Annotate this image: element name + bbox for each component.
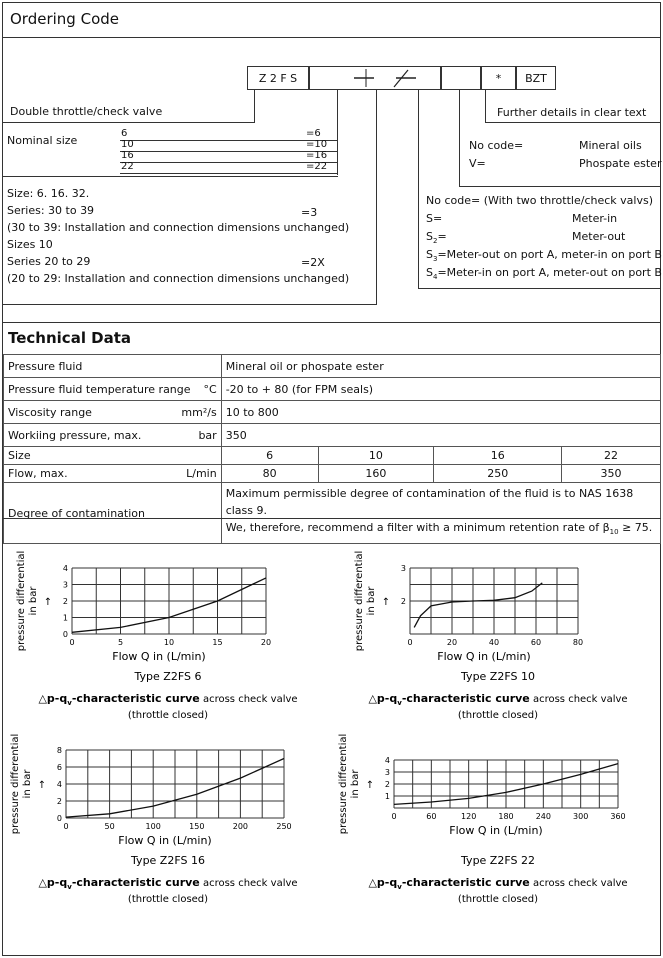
flow-cell: 350 bbox=[562, 465, 661, 483]
divider bbox=[3, 37, 661, 38]
function-code: S bbox=[426, 266, 433, 279]
y-tick-label: 1 bbox=[384, 792, 390, 801]
chart-caption-line2: (throttle closed) bbox=[127, 710, 209, 721]
x-axis-label: Flow Q in (L/min) bbox=[449, 824, 543, 837]
caption-sub: v bbox=[397, 699, 402, 707]
series-line: Series: 30 to 39 bbox=[7, 204, 95, 217]
charts-area bbox=[0, 520, 663, 940]
caption-bold: p-q bbox=[376, 692, 398, 705]
y-tick-label: 3 bbox=[400, 564, 406, 573]
x-tick-label: 0 bbox=[69, 638, 75, 647]
caption-rest: across check valve bbox=[199, 878, 298, 889]
chart-caption bbox=[368, 876, 627, 891]
x-axis-label: Flow Q in (L/min) bbox=[118, 834, 212, 847]
y-tick-label: 6 bbox=[56, 763, 62, 772]
beta-symbol: β bbox=[602, 521, 610, 534]
function-code-sub: 2 bbox=[432, 237, 438, 246]
y-tick-label: 2 bbox=[62, 597, 68, 606]
series-line: (20 to 29: Installation and connection dimensions unchanged) bbox=[7, 272, 350, 285]
flow-cell: 160 bbox=[318, 465, 434, 483]
series-line: (30 to 39: Installation and connection dimensions unchanged) bbox=[7, 221, 350, 234]
contamination-tail: ≥ 75. bbox=[618, 521, 653, 534]
function-code: S bbox=[426, 248, 433, 261]
chart-title: Type Z2FS 6 bbox=[134, 670, 202, 683]
divider bbox=[485, 122, 661, 123]
x-tick-label: 200 bbox=[232, 822, 249, 831]
flow-label-text: Flow, max. bbox=[8, 467, 68, 480]
size-cell: 10 bbox=[318, 447, 434, 465]
caption-rest: across check valve bbox=[199, 694, 298, 705]
x-tick-label: 240 bbox=[535, 812, 551, 821]
x-tick-label: 300 bbox=[573, 812, 589, 821]
row-value: -20 to + 80 (for FPM seals) bbox=[221, 378, 660, 401]
delta-icon: △ bbox=[368, 692, 377, 705]
nominal-size-value: 10 bbox=[121, 139, 134, 150]
nominal-size-value: 6 bbox=[121, 128, 128, 139]
caption-bold-tail: -characteristic curve bbox=[401, 692, 530, 705]
code-box-bzt: BZT bbox=[516, 66, 556, 90]
row-label-text: Workiing pressure, max. bbox=[8, 428, 142, 442]
caption-sub: v bbox=[397, 883, 402, 891]
delta-icon: △ bbox=[38, 876, 47, 889]
x-tick-label: 15 bbox=[212, 638, 223, 647]
caption-bold-tail: -characteristic curve bbox=[71, 876, 200, 889]
row-value: 350 bbox=[221, 424, 660, 447]
chart-caption bbox=[38, 876, 297, 891]
function-text: =Meter-in on port A, meter-out on port B bbox=[437, 266, 662, 279]
row-unit: bar bbox=[198, 428, 217, 442]
x-tick-label: 40 bbox=[488, 638, 500, 647]
chart-caption bbox=[38, 692, 297, 707]
divider bbox=[3, 518, 661, 519]
nominal-size-code: =6 bbox=[306, 128, 321, 139]
function-desc: Meter-out bbox=[572, 230, 626, 243]
y-tick-label: 3 bbox=[62, 580, 68, 590]
y-tick-label: 4 bbox=[56, 780, 62, 789]
x-tick-label: 20 bbox=[446, 638, 458, 647]
code-box-seal bbox=[441, 66, 481, 90]
chart-caption bbox=[368, 692, 627, 707]
nominal-size-code: =22 bbox=[306, 161, 328, 172]
x-tick-label: 0 bbox=[63, 822, 69, 831]
divider bbox=[418, 288, 661, 289]
divider bbox=[459, 186, 661, 187]
y-tick-label: 2 bbox=[56, 797, 62, 806]
function-code: S bbox=[426, 230, 433, 243]
code-box-type: Z 2 F S bbox=[247, 66, 309, 90]
series-code: =3 bbox=[301, 206, 318, 219]
code-box-size-series-function bbox=[309, 66, 441, 90]
x-tick-label: 80 bbox=[572, 638, 584, 647]
table-row bbox=[4, 401, 661, 424]
y-axis-label: pressure differential bbox=[16, 550, 27, 652]
leader-line bbox=[337, 90, 338, 175]
nominal-size-code: =16 bbox=[306, 150, 328, 161]
x-tick-label: 5 bbox=[117, 638, 124, 647]
divider bbox=[3, 122, 254, 123]
function-option bbox=[426, 212, 442, 225]
nominal-size-label: Nominal size bbox=[7, 134, 78, 147]
arrow-up-icon: ↑ bbox=[43, 597, 53, 608]
row-label bbox=[4, 378, 222, 401]
y-tick-label: 4 bbox=[62, 564, 68, 573]
arrow-up-icon: ↑ bbox=[365, 780, 375, 791]
divider bbox=[3, 322, 661, 323]
y-tick-label: 0 bbox=[56, 814, 62, 823]
x-tick-label: 100 bbox=[145, 822, 161, 831]
nominal-size-value: 16 bbox=[121, 150, 134, 161]
size-cell: 16 bbox=[434, 447, 562, 465]
y-tick-label: 2 bbox=[384, 780, 390, 789]
x-tick-label: 60 bbox=[530, 638, 542, 647]
table-row bbox=[4, 465, 661, 483]
flow-label bbox=[4, 465, 222, 483]
caption-rest: across check valve bbox=[529, 694, 628, 705]
x-tick-label: 250 bbox=[276, 822, 292, 831]
seal-option-code: V= bbox=[469, 157, 486, 170]
row-unit: °C bbox=[203, 382, 217, 396]
caption-rest: across check valve bbox=[529, 878, 628, 889]
caption-sub: v bbox=[67, 699, 72, 707]
chart-caption-line2: (throttle closed) bbox=[127, 894, 209, 905]
y-axis-label: in bar bbox=[350, 769, 361, 799]
function-header: No code= (With two throttle/check valvs) bbox=[426, 194, 653, 207]
size-label: Size bbox=[4, 447, 222, 465]
function-option bbox=[426, 248, 662, 263]
function-option bbox=[426, 230, 447, 245]
y-axis-label: pressure differential bbox=[10, 733, 21, 835]
table-row bbox=[4, 355, 661, 378]
arrow-up-icon: ↑ bbox=[381, 597, 391, 608]
x-tick-label: 150 bbox=[189, 822, 205, 831]
delta-icon: △ bbox=[368, 876, 377, 889]
y-axis-label: in bar bbox=[22, 769, 33, 799]
flow-cell: 80 bbox=[221, 465, 318, 483]
x-tick-label: 0 bbox=[391, 812, 397, 821]
function-text: =Meter-out on port A, meter-in on port B bbox=[437, 248, 662, 261]
chart-title: Type Z2FS 10 bbox=[461, 670, 535, 683]
series-line: Sizes 10 bbox=[7, 238, 53, 251]
x-tick-label: 10 bbox=[163, 638, 175, 647]
y-axis-label: in bar bbox=[28, 586, 39, 616]
size-cell: 6 bbox=[221, 447, 318, 465]
divider bbox=[120, 173, 338, 174]
row-label-text: Viscosity range bbox=[8, 405, 92, 419]
row-label bbox=[4, 355, 222, 378]
function-text: = bbox=[437, 230, 447, 243]
seal-option-desc: Phospate ester bbox=[579, 157, 662, 170]
function-code-sub: 4 bbox=[432, 273, 438, 282]
contamination-line1: Maximum permissible degree of contamination of the fluid is to NAS 1638 class 9. bbox=[225, 487, 634, 517]
leader-line bbox=[459, 90, 460, 186]
seal-option-code: No code= bbox=[469, 139, 524, 152]
arrow-up-icon: ↑ bbox=[37, 780, 47, 791]
row-label-text: Pressure fluid temperature range bbox=[8, 382, 191, 396]
nominal-size-value: 22 bbox=[121, 161, 134, 172]
flow-unit: L/min bbox=[186, 467, 217, 480]
chart-title: Type Z2FS 16 bbox=[131, 854, 205, 867]
function-desc: Meter-in bbox=[572, 212, 618, 225]
chart-caption-line2: (throttle closed) bbox=[457, 710, 539, 721]
device-label: Double throttle/check valve bbox=[10, 105, 163, 118]
caption-sub: v bbox=[67, 883, 72, 891]
row-label-text: Pressure fluid bbox=[8, 359, 83, 373]
x-tick-label: 0 bbox=[407, 638, 413, 647]
table-row bbox=[4, 447, 661, 465]
y-tick-label: 8 bbox=[56, 746, 62, 755]
beta-sub: 10 bbox=[609, 528, 619, 537]
contamination-text: We, therefore, recommend a filter with a minimum retention rate of bbox=[225, 521, 603, 534]
function-option bbox=[426, 266, 662, 281]
flow-cell: 250 bbox=[434, 465, 562, 483]
y-tick-label: 2 bbox=[400, 597, 406, 606]
seal-option-desc: Mineral oils bbox=[579, 139, 642, 152]
caption-bold-tail: -characteristic curve bbox=[401, 876, 530, 889]
ordering-title: Ordering Code bbox=[10, 10, 119, 28]
size-cell: 22 bbox=[562, 447, 661, 465]
delta-icon: △ bbox=[38, 692, 47, 705]
caption-bold: p-q bbox=[46, 692, 68, 705]
x-tick-label: 180 bbox=[498, 812, 514, 821]
divider bbox=[3, 176, 338, 177]
x-tick-label: 360 bbox=[610, 812, 626, 821]
code-dash-slash-icon bbox=[310, 67, 440, 89]
table-row bbox=[4, 424, 661, 447]
caption-bold-tail: -characteristic curve bbox=[71, 692, 200, 705]
series-line: Size: 6. 16. 32. bbox=[7, 187, 90, 200]
function-code: S= bbox=[426, 212, 443, 225]
series-line: Series 20 to 29 bbox=[7, 255, 91, 268]
row-label bbox=[4, 424, 222, 447]
x-axis-label: Flow Q in (L/min) bbox=[437, 650, 531, 663]
y-axis-label: in bar bbox=[366, 586, 377, 616]
series-code: =2X bbox=[301, 256, 325, 269]
caption-bold: p-q bbox=[46, 876, 68, 889]
further-details: Further details in clear text bbox=[497, 106, 647, 119]
row-value: Mineral oil or phospate ester bbox=[221, 355, 660, 378]
y-tick-label: 3 bbox=[384, 768, 390, 777]
table-row bbox=[4, 378, 661, 401]
leader-line bbox=[376, 90, 377, 304]
y-axis-label: pressure differential bbox=[338, 733, 349, 835]
divider bbox=[3, 304, 377, 305]
y-axis-label: pressure differential bbox=[354, 550, 365, 652]
row-unit: mm²/s bbox=[181, 405, 217, 419]
y-tick-label: 1 bbox=[62, 613, 68, 623]
caption-bold: p-q bbox=[376, 876, 398, 889]
function-code-sub: 3 bbox=[432, 255, 438, 264]
technical-title: Technical Data bbox=[8, 329, 132, 347]
y-tick-label: 0 bbox=[62, 630, 68, 639]
x-axis-label: Flow Q in (L/min) bbox=[112, 650, 206, 663]
row-label bbox=[4, 401, 222, 424]
series-line bbox=[414, 583, 542, 628]
y-tick-label: 4 bbox=[384, 756, 390, 765]
x-tick-label: 50 bbox=[104, 822, 115, 831]
chart-title: Type Z2FS 22 bbox=[461, 854, 535, 867]
leader-line bbox=[485, 90, 486, 122]
contamination-label: Degree of contamination bbox=[4, 483, 222, 544]
row-value: 10 to 800 bbox=[221, 401, 660, 424]
leader-line bbox=[254, 90, 255, 123]
chart-caption-line2: (throttle closed) bbox=[457, 894, 539, 905]
x-tick-label: 120 bbox=[461, 812, 477, 821]
x-tick-label: 60 bbox=[426, 812, 437, 821]
x-tick-label: 20 bbox=[260, 638, 272, 647]
technical-data-table bbox=[3, 354, 661, 544]
leader-line bbox=[418, 90, 419, 288]
nominal-size-code: =10 bbox=[306, 139, 328, 150]
code-box-star: * bbox=[481, 66, 516, 90]
